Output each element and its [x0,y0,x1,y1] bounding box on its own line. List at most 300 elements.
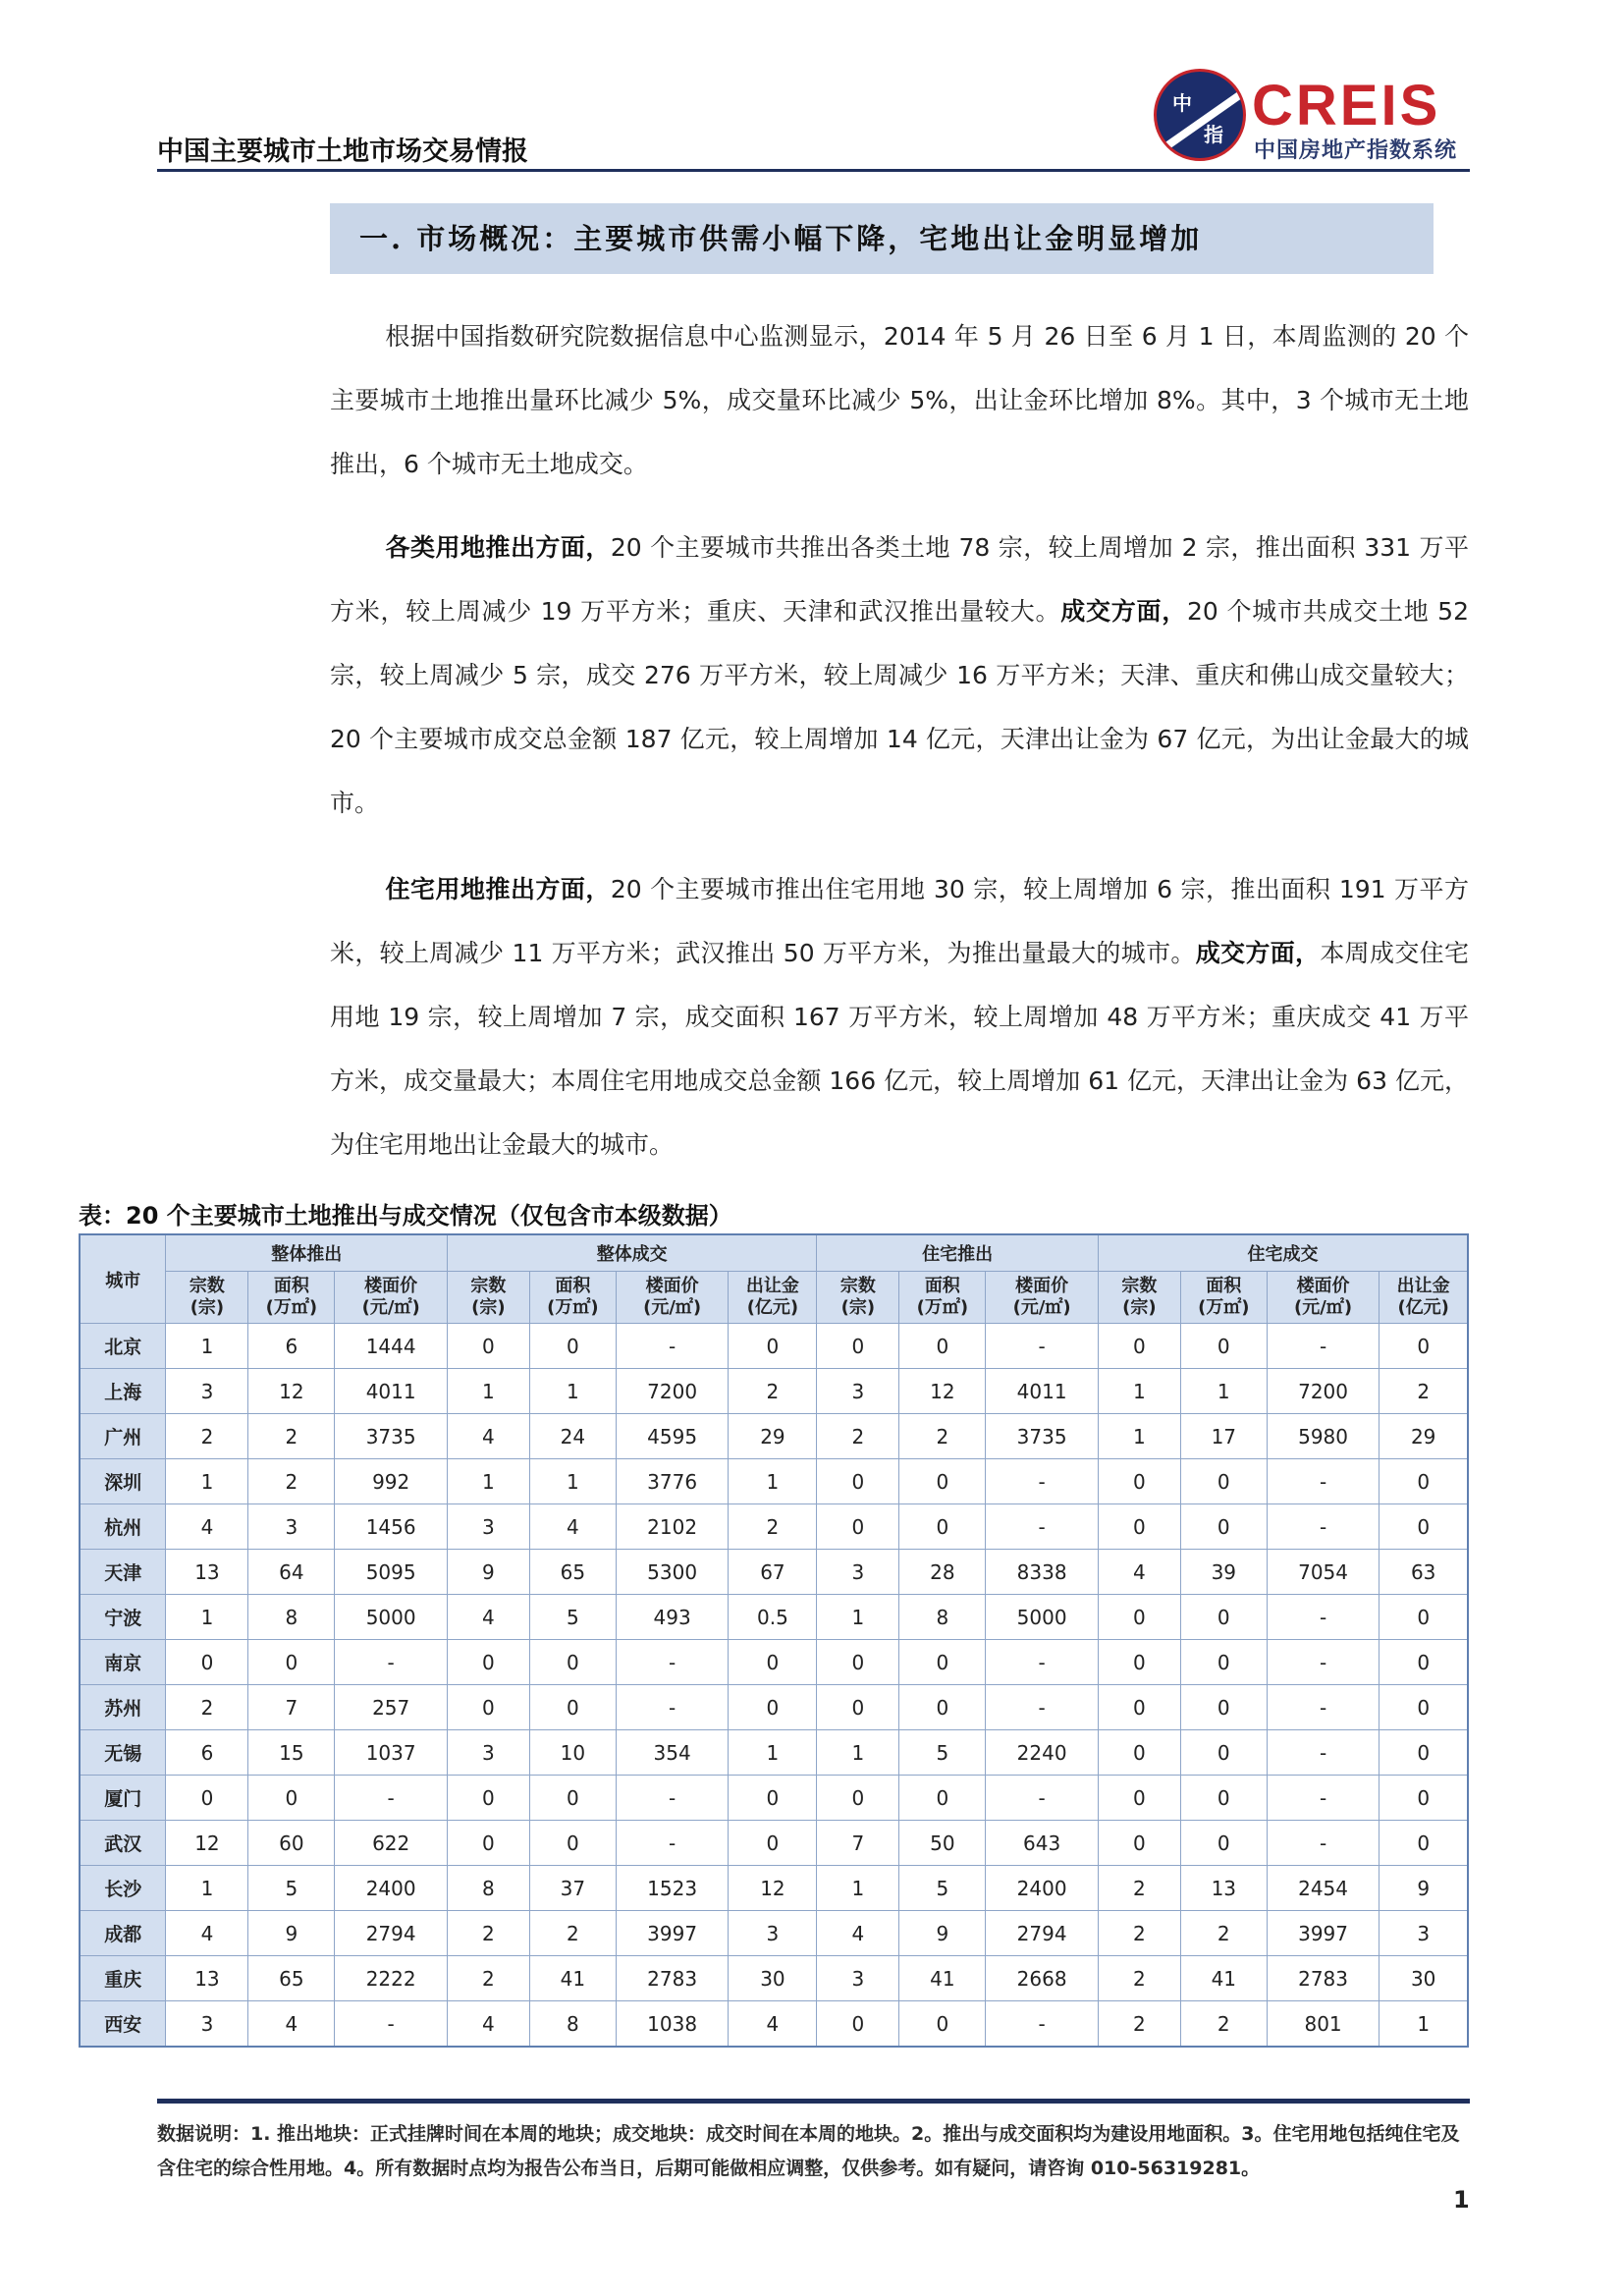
table-cell: 1 [817,1595,899,1640]
table-cell: 2 [1180,1911,1267,1956]
table-cell: 0 [817,1324,899,1369]
table-cell: 29 [1380,1414,1468,1459]
table-cell: - [335,2001,448,2048]
table-cell: 3 [729,1911,817,1956]
table-cell: 30 [1380,1956,1468,2001]
col-header-label: 面积 [555,1276,591,1296]
city-cell: 广州 [80,1414,166,1459]
table-cell: 7200 [616,1369,729,1414]
table-cell: 0 [529,1821,616,1866]
col-header [166,1272,248,1324]
table-cell: 41 [899,1956,986,2001]
city-cell: 北京 [80,1324,166,1369]
table-cell: - [986,1504,1099,1550]
table-cell: 1 [166,1324,248,1369]
table-cell: 3735 [986,1414,1099,1459]
table-cell: 10 [529,1730,616,1776]
table-cell: 0 [1380,1730,1468,1776]
col-header-unit: (元/㎡) [361,1297,420,1318]
table-cell: 0 [899,1685,986,1730]
paragraph-residential-land [330,857,1469,1176]
table-row [80,1685,1468,1730]
table-cell: 2 [166,1685,248,1730]
table-cell: - [986,1640,1099,1685]
col-header [817,1272,899,1324]
table-cell: 0 [729,1324,817,1369]
col-header-label: 面积 [273,1276,309,1296]
table-cell: 0 [817,1640,899,1685]
col-header-unit: (元/㎡) [1012,1297,1071,1318]
table-cell: 0 [1380,1459,1468,1504]
table-cell: 0 [1098,1640,1180,1685]
table-cell: 0 [817,1504,899,1550]
city-cell: 苏州 [80,1685,166,1730]
table-row [80,1595,1468,1640]
table-cell: 1523 [616,1866,729,1911]
table-cell: 1 [729,1730,817,1776]
table-cell: 50 [899,1821,986,1866]
table-cell: 5000 [335,1595,448,1640]
table-cell: 12 [899,1369,986,1414]
col-header-label: 宗数 [189,1276,225,1296]
table-cell: - [986,1324,1099,1369]
table-cell: 0 [1180,1324,1267,1369]
table-cell: 5 [248,1866,335,1911]
col-header-unit: (亿元) [746,1297,799,1318]
table-cell: 2400 [986,1866,1099,1911]
table-cell: 0 [899,1459,986,1504]
report-title: 中国主要城市土地市场交易情报 [157,137,528,167]
footer-note: 数据说明：1. 推出地块：正式挂牌时间在本周的地块；成交地块：成交时间在本周的地块。2。推出与成交面积均为建设用地面积。3。住宅用地包括纯住宅及含住宅的综合性用地。4。所有数据时点均为报告公布当日，后期可能做相应调整，仅供参考。如有疑问，请咨询 010-56319281。 [157,2123,1460,2179]
table-cell: 2 [899,1414,986,1459]
table-cell: 0 [529,1640,616,1685]
table-cell: 2 [248,1414,335,1459]
table-cell: 3 [817,1550,899,1595]
col-header-unit: (元/㎡) [1294,1297,1353,1318]
table-cell: 3 [166,2001,248,2048]
col-header [447,1272,529,1324]
table-cell: 7 [817,1821,899,1866]
table-cell: 9 [248,1911,335,1956]
table-cell: 4 [166,1911,248,1956]
table-cell: 41 [529,1956,616,2001]
table-cell: 39 [1180,1550,1267,1595]
table-cell: - [986,1776,1099,1821]
table-cell: 3 [447,1504,529,1550]
table-cell: 2 [1098,2001,1180,2048]
table-cell: - [1267,1730,1380,1776]
table-cell: 0 [899,1640,986,1685]
table-cell: 13 [166,1956,248,2001]
table-cell: 2668 [986,1956,1099,2001]
table-cell: 5095 [335,1550,448,1595]
table-cell: 12 [729,1866,817,1911]
col-header-label: 面积 [1206,1276,1242,1296]
table-cell: - [1267,1821,1380,1866]
table-cell: 4011 [335,1369,448,1414]
city-cell: 杭州 [80,1504,166,1550]
col-header-unit: (宗) [840,1297,876,1318]
table-cell: 0 [1098,1821,1180,1866]
page-number: 1 [1453,2186,1470,2214]
table-cell: 13 [1180,1866,1267,1911]
col-header [1267,1272,1380,1324]
logo-char-zhi: 指 [1204,123,1223,146]
table-cell: 0 [1180,1459,1267,1504]
table-cell: 15 [248,1730,335,1776]
table-cell: 4 [817,1911,899,1956]
table-cell: 0 [1098,1459,1180,1504]
table-row [80,1956,1468,2001]
city-cell: 武汉 [80,1821,166,1866]
table-cell: 2794 [335,1911,448,1956]
col-header-label: 出让金 [1396,1276,1450,1296]
table-row [80,1324,1468,1369]
table-cell: 1 [817,1730,899,1776]
table-cell: 5 [899,1730,986,1776]
table-cell: - [616,1324,729,1369]
footer-divider [157,2099,1470,2104]
table-cell: 4011 [986,1369,1099,1414]
table-cell: 7200 [1267,1369,1380,1414]
paragraph-lead: 成交方面， [1060,597,1188,626]
table-cell: 0 [729,1685,817,1730]
city-cell: 重庆 [80,1956,166,2001]
table-row [80,1911,1468,1956]
col-header-unit: (万㎡) [1198,1297,1250,1318]
table-cell: 5980 [1267,1414,1380,1459]
table-cell: 3776 [616,1459,729,1504]
table-cell: 354 [616,1730,729,1776]
table-cell: 2222 [335,1956,448,2001]
table-cell: 0 [447,1776,529,1821]
table-cell: 0 [1180,1640,1267,1685]
table-cell: 0 [899,1504,986,1550]
col-header-unit: (万㎡) [265,1297,318,1318]
table-cell: 2400 [335,1866,448,1911]
table-cell: 0 [1380,1640,1468,1685]
city-cell: 无锡 [80,1730,166,1776]
table-cell: 992 [335,1459,448,1504]
col-header-label: 出让金 [745,1276,799,1296]
table-cell: 12 [166,1821,248,1866]
table-cell: 0 [529,1685,616,1730]
logo-char-zhong: 中 [1172,91,1192,115]
table-cell: 4 [447,2001,529,2048]
col-header-label: 宗数 [839,1276,876,1296]
table-cell: 1 [729,1459,817,1504]
table-cell: 37 [529,1866,616,1911]
table-cell: 2240 [986,1730,1099,1776]
table-cell: 0 [447,1324,529,1369]
col-header-unit: (亿元) [1397,1297,1449,1318]
table-cell: 1 [166,1595,248,1640]
table-cell: 0 [817,1459,899,1504]
table-cell: 1 [529,1369,616,1414]
table-cell: 1 [166,1459,248,1504]
col-header-label: 宗数 [1121,1276,1158,1296]
table-cell: - [335,1640,448,1685]
col-header [729,1272,817,1324]
group-header-total-supply: 整体推出 [166,1234,447,1272]
logo-emblem [1154,69,1246,161]
table-cell: - [1267,1685,1380,1730]
table-cell: - [986,1685,1099,1730]
table-cell: 41 [1180,1956,1267,2001]
table-row [80,1369,1468,1414]
table-cell: 0 [1098,1776,1180,1821]
table-cell: 4 [447,1414,529,1459]
paragraph-text: 20 个主要城市共推出各类土地 78 宗，较上周增加 2 宗，推出面积 331 万平方米，较上周减少 19 万平方米；重庆、天津和武汉推出量较大。 [330,533,1469,626]
group-header-total-transaction: 整体成交 [447,1234,816,1272]
table-body [80,1324,1468,2048]
col-header [1180,1272,1267,1324]
col-header-unit: (宗) [189,1297,225,1318]
table-cell: 0 [899,2001,986,2048]
group-header-residential-transaction: 住宅成交 [1098,1234,1468,1272]
table-cell: 2783 [616,1956,729,2001]
table-cell: 0 [1098,1685,1180,1730]
col-header-label: 楼面价 [364,1276,418,1296]
table-cell: 3 [817,1956,899,2001]
table-cell: 64 [248,1550,335,1595]
table-cell: 2 [447,1911,529,1956]
city-cell: 南京 [80,1640,166,1685]
col-header-label: 楼面价 [1296,1276,1350,1296]
table-cell: 0 [166,1640,248,1685]
table-cell: 0 [1180,1821,1267,1866]
table-cell: 0 [1098,1730,1180,1776]
table-cell: 1038 [616,2001,729,2048]
table-cell: 0 [899,1776,986,1821]
table-cell: 0 [447,1640,529,1685]
city-cell: 西安 [80,2001,166,2048]
table-cell: 2 [447,1956,529,2001]
table-cell: 4 [1098,1550,1180,1595]
table-subheader-row [80,1272,1468,1324]
logo-subtitle: 中国房地产指数系统 [1254,138,1458,163]
table-cell: 1444 [335,1324,448,1369]
table-cell: 0 [729,1821,817,1866]
table-row [80,1459,1468,1504]
table-cell: 0 [1180,1776,1267,1821]
table-cell: 9 [1380,1866,1468,1911]
table-cell: 7054 [1267,1550,1380,1595]
table-cell: 9 [447,1550,529,1595]
table-cell: 1 [529,1459,616,1504]
table-cell: 2 [248,1459,335,1504]
col-header-unit: (万㎡) [916,1297,969,1318]
table-cell: 8 [248,1595,335,1640]
table-cell: 257 [335,1685,448,1730]
table-cell: 13 [166,1550,248,1595]
table-row [80,1640,1468,1685]
paragraph-text: 根据中国指数研究院数据信息中心监测显示，2014 年 5 月 26 日至 6 月 1 日，本周监测的 20 个主要城市土地推出量环比减少 5%，成交量环比减少 5%，出让金环比增加 8%。其中，3 个城市无土地推出，6 个城市无土地成交。 [330,322,1469,478]
table-cell: 4 [529,1504,616,1550]
table-cell: 1456 [335,1504,448,1550]
table-cell: 5 [529,1595,616,1640]
table-cell: 0 [1380,1595,1468,1640]
table-cell: - [616,1685,729,1730]
col-header-unit: (元/㎡) [643,1297,702,1318]
table-cell: - [1267,1504,1380,1550]
table-cell: - [1267,1776,1380,1821]
table-cell: 8338 [986,1550,1099,1595]
table-row [80,1866,1468,1911]
table-cell: 0 [1380,1821,1468,1866]
table-cell: 3 [447,1730,529,1776]
table-cell: 2 [1098,1911,1180,1956]
table-cell: 60 [248,1821,335,1866]
table-cell: 493 [616,1595,729,1640]
table-cell: - [1267,1640,1380,1685]
table-cell: 4 [166,1504,248,1550]
table-cell: 4 [447,1595,529,1640]
table-cell: 1 [1098,1414,1180,1459]
col-header [616,1272,729,1324]
table-cell: 2 [1098,1866,1180,1911]
table-cell: 1 [1098,1369,1180,1414]
paragraph-lead: 成交方面， [1195,939,1321,967]
table-cell: - [986,1459,1099,1504]
col-header-label: 楼面价 [1015,1276,1069,1296]
land-market-table [79,1233,1469,2048]
table-cell: 0 [1380,1685,1468,1730]
table-cell: 1 [817,1866,899,1911]
table-cell: - [986,2001,1099,2048]
table-cell: 1 [1380,2001,1468,2048]
paragraph-text: 20 个主要城市推出住宅用地 30 宗，较上周增加 6 宗，推出面积 191 万平方米，较上周减少 11 万平方米；武汉推出 50 万平方米，为推出量最大的城市。 [330,875,1469,967]
table-cell: 0 [1180,1595,1267,1640]
table-cell: 0 [248,1640,335,1685]
table-cell: 0 [166,1776,248,1821]
table-cell: - [616,1640,729,1685]
table-cell: 3 [1380,1911,1468,1956]
col-header [1380,1272,1468,1324]
table-cell: 0 [1380,1504,1468,1550]
table-cell: 622 [335,1821,448,1866]
table-cell: - [1267,1459,1380,1504]
table-cell: 7 [248,1685,335,1730]
group-header-residential-supply: 住宅推出 [817,1234,1098,1272]
table-cell: 17 [1180,1414,1267,1459]
col-header-unit: (宗) [471,1297,506,1318]
col-header [335,1272,448,1324]
table-cell: 0 [899,1324,986,1369]
table-cell: 2 [817,1414,899,1459]
table-cell: 0 [817,2001,899,2048]
col-header-unit: (万㎡) [547,1297,599,1318]
table-row [80,1414,1468,1459]
col-header [899,1272,986,1324]
table-row [80,2001,1468,2048]
table-cell: 12 [248,1369,335,1414]
table-cell: 29 [729,1414,817,1459]
table-cell: 0 [447,1821,529,1866]
paragraph-lead: 住宅用地推出方面， [385,875,611,903]
table-cell: 4 [248,2001,335,2048]
col-header [1098,1272,1180,1324]
table-cell: 28 [899,1550,986,1595]
table-cell: 2 [529,1911,616,1956]
city-cell: 宁波 [80,1595,166,1640]
table-cell: 2102 [616,1504,729,1550]
table-cell: 8 [529,2001,616,2048]
paragraph-text: 20 个城市共成交土地 52 宗，较上周减少 5 宗，成交 276 万平方米，较上周减少 16 万平方米；天津、重庆和佛山成交量较大；20 个主要城市成交总金额 187 亿元，较上周增加 14 亿元，天津出让金为 67 亿元，为出让金最大的城市。 [330,597,1469,817]
paragraph-overview [330,304,1469,496]
table-cell: 3 [248,1504,335,1550]
table-cell: 2 [729,1369,817,1414]
table-cell: 5000 [986,1595,1099,1640]
table-cell: 2 [1180,2001,1267,2048]
table-cell: 2454 [1267,1866,1380,1911]
table-caption: 表：20 个主要城市土地推出与成交情况（仅包含市本级数据） [79,1202,732,1230]
table-row [80,1504,1468,1550]
table-cell: - [1267,1324,1380,1369]
table-cell: 3735 [335,1414,448,1459]
table-cell: 0 [529,1776,616,1821]
table-cell: 1037 [335,1730,448,1776]
col-header [529,1272,616,1324]
table-row [80,1550,1468,1595]
table-row [80,1730,1468,1776]
section-heading: 一. 市场概况：主要城市供需小幅下降，宅地出让金明显增加 [330,203,1434,274]
col-header-unit: (宗) [1122,1297,1157,1318]
table-cell: 2 [1380,1369,1468,1414]
table-cell: 5300 [616,1550,729,1595]
table-group-header-row [80,1234,1468,1272]
table-cell: 3997 [616,1911,729,1956]
table-cell: 24 [529,1414,616,1459]
table-cell: 0 [817,1685,899,1730]
table-cell: 0 [1380,1324,1468,1369]
table-row [80,1776,1468,1821]
table-cell: 8 [899,1595,986,1640]
col-header-label: 面积 [924,1276,960,1296]
table-cell: 0 [529,1324,616,1369]
paragraph-lead: 各类用地推出方面， [385,533,611,562]
city-cell: 厦门 [80,1776,166,1821]
paragraph-text: 本周成交住宅用地 19 宗，较上周增加 7 宗，成交面积 167 万平方米，较上周增加 48 万平方米；重庆成交 41 万平方米，成交量最大；本周住宅用地成交总金额 166 亿元，较上周增加 61 亿元，天津出让金为 63 亿元，为住宅用地出让金最大的城市。 [330,939,1469,1159]
table-cell: 63 [1380,1550,1468,1595]
table-cell: 6 [166,1730,248,1776]
col-header-city: 城市 [80,1234,166,1324]
logo [1154,69,1468,167]
table-cell: - [1267,1595,1380,1640]
table-cell: 0 [1180,1504,1267,1550]
city-cell: 成都 [80,1911,166,1956]
table-cell: 2 [729,1504,817,1550]
table-cell: 3 [817,1369,899,1414]
city-cell: 天津 [80,1550,166,1595]
table-cell: 1 [166,1866,248,1911]
table-cell: 0 [729,1640,817,1685]
table-cell: 30 [729,1956,817,2001]
table-cell: 0 [1180,1730,1267,1776]
col-header-label: 楼面价 [645,1276,699,1296]
table-cell: 0 [248,1776,335,1821]
table-cell: 6 [248,1324,335,1369]
table-cell: 2783 [1267,1956,1380,2001]
table-cell: 801 [1267,2001,1380,2048]
paragraph-all-land [330,516,1469,835]
col-header [986,1272,1099,1324]
table-cell: 0 [729,1776,817,1821]
table-cell: 4 [729,2001,817,2048]
table-cell: 3997 [1267,1911,1380,1956]
table-cell: - [616,1776,729,1821]
logo-text: CREIS [1252,74,1441,137]
